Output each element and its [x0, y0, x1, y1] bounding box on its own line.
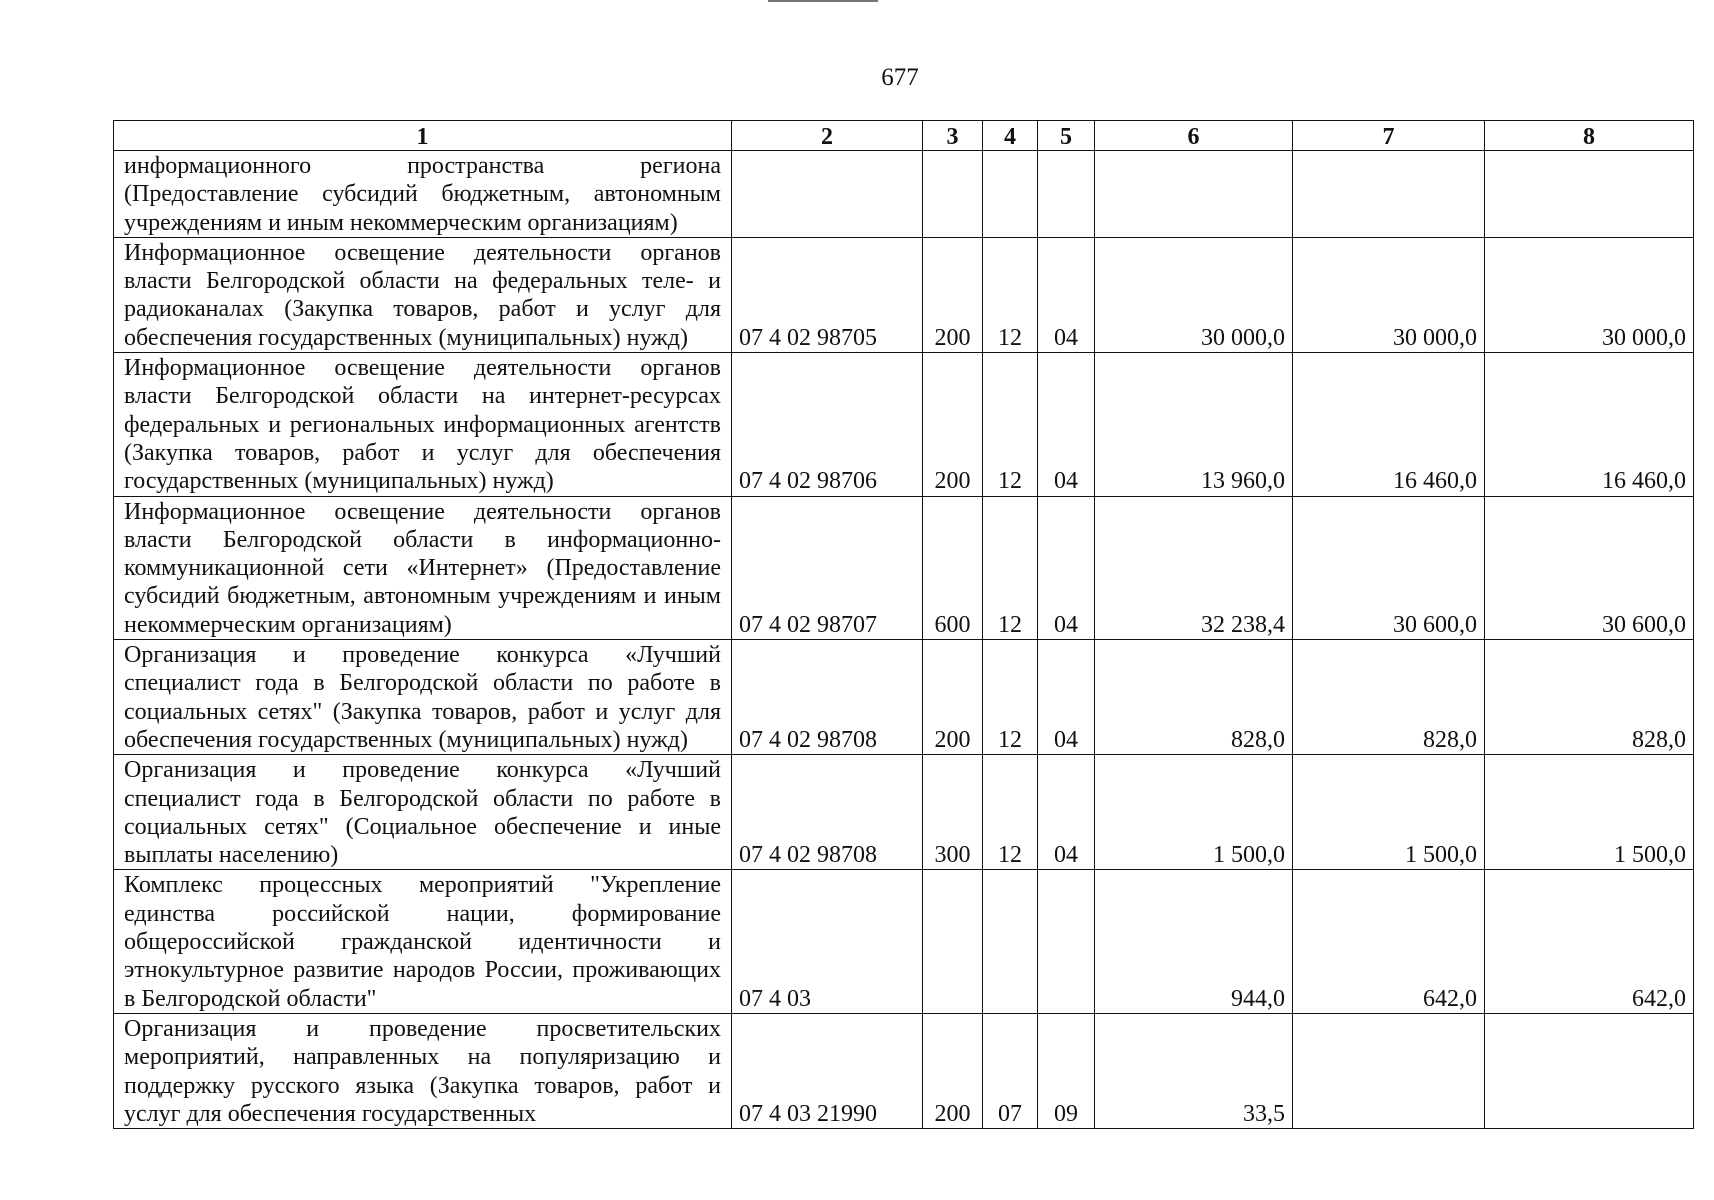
row-code: 07 4 02 98708 — [732, 755, 923, 870]
row-col8: 30 600,0 — [1485, 496, 1694, 639]
row-description: Организация и проведение конкурса «Лучший специалист года в Белгородской области по работе в социальных сетях" (Социальное обеспечение и иные выплаты населению) — [114, 755, 732, 870]
row-description: информационного пространства региона (Предоставление субсидий бюджетным, автономным учреждениям и иным некоммерческим организациям) — [114, 151, 732, 238]
row-col5: 04 — [1038, 237, 1095, 352]
row-code: 07 4 03 21990 — [732, 1013, 923, 1128]
row-col7: 642,0 — [1293, 870, 1485, 1013]
row-col4: 07 — [983, 1013, 1038, 1128]
row-col5 — [1038, 870, 1095, 1013]
top-rule — [768, 0, 878, 2]
table-row — [114, 237, 1694, 352]
row-description: Организация и проведение просветительских мероприятий, направленных на популяризацию и поддержку русского языка (Закупка товаров, работ и услуг для обеспечения государственных — [114, 1013, 732, 1128]
row-col7: 30 600,0 — [1293, 496, 1485, 639]
row-description: Организация и проведение конкурса «Лучший специалист года в Белгородской области по работе в социальных сетях" (Закупка товаров, работ и услуг для обеспечения государственных (муниципальных) нужд) — [114, 640, 732, 755]
row-col4: 12 — [983, 755, 1038, 870]
row-col3 — [923, 870, 983, 1013]
header-cell-7: 7 — [1293, 121, 1485, 151]
row-code: 07 4 03 — [732, 870, 923, 1013]
row-col7: 828,0 — [1293, 640, 1485, 755]
row-col3: 200 — [923, 237, 983, 352]
row-col8: 16 460,0 — [1485, 353, 1694, 496]
row-col4 — [983, 151, 1038, 238]
header-cell-2: 2 — [732, 121, 923, 151]
row-col4: 12 — [983, 640, 1038, 755]
row-col6: 33,5 — [1095, 1013, 1293, 1128]
row-col8: 30 000,0 — [1485, 237, 1694, 352]
row-code — [732, 151, 923, 238]
row-col7: 30 000,0 — [1293, 237, 1485, 352]
row-col8: 828,0 — [1485, 640, 1694, 755]
budget-table — [113, 120, 1694, 1129]
row-col5: 04 — [1038, 755, 1095, 870]
row-col5: 04 — [1038, 640, 1095, 755]
row-col3: 200 — [923, 353, 983, 496]
header-cell-6: 6 — [1095, 121, 1293, 151]
row-col6: 32 238,4 — [1095, 496, 1293, 639]
table-row — [114, 870, 1694, 1013]
row-col7 — [1293, 151, 1485, 238]
row-col6: 30 000,0 — [1095, 237, 1293, 352]
row-description: Информационное освещение деятельности органов власти Белгородской области на федеральных теле- и радиоканалах (Закупка товаров, работ и услуг для обеспечения государственных (муниципальных) нужд) — [114, 237, 732, 352]
header-row — [114, 121, 1694, 151]
row-col8 — [1485, 151, 1694, 238]
table-row — [114, 353, 1694, 496]
header-cell-5: 5 — [1038, 121, 1095, 151]
row-code: 07 4 02 98706 — [732, 353, 923, 496]
row-code: 07 4 02 98707 — [732, 496, 923, 639]
row-col8 — [1485, 1013, 1694, 1128]
row-col7: 16 460,0 — [1293, 353, 1485, 496]
row-code: 07 4 02 98708 — [732, 640, 923, 755]
page-number: 677 — [881, 64, 919, 91]
row-col8: 642,0 — [1485, 870, 1694, 1013]
row-col4: 12 — [983, 496, 1038, 639]
row-description: Информационное освещение деятельности органов власти Белгородской области в информационно-коммуникационной сети «Интернет» (Предоставление субсидий бюджетным, автономным учреждениям и иным некоммерческим организациям) — [114, 496, 732, 639]
row-col6: 944,0 — [1095, 870, 1293, 1013]
table-row — [114, 151, 1694, 238]
row-col4 — [983, 870, 1038, 1013]
row-col3: 200 — [923, 640, 983, 755]
row-description: Информационное освещение деятельности органов власти Белгородской области на интернет-ресурсах федеральных и региональных информационных агентств (Закупка товаров, работ и услуг для обеспечения государственных (муниципальных) нужд) — [114, 353, 732, 496]
row-col5: 09 — [1038, 1013, 1095, 1128]
row-col3: 300 — [923, 755, 983, 870]
row-col6: 828,0 — [1095, 640, 1293, 755]
header-cell-4: 4 — [983, 121, 1038, 151]
row-col4: 12 — [983, 353, 1038, 496]
row-col8: 1 500,0 — [1485, 755, 1694, 870]
table-row — [114, 496, 1694, 639]
header-cell-3: 3 — [923, 121, 983, 151]
row-description: Комплекс процессных мероприятий "Укрепление единства российской нации, формирование общероссийской гражданской идентичности и этнокультурное развитие народов России, проживающих в Белгородской области" — [114, 870, 732, 1013]
row-col6 — [1095, 151, 1293, 238]
row-col3 — [923, 151, 983, 238]
header-cell-8: 8 — [1485, 121, 1694, 151]
row-col3: 200 — [923, 1013, 983, 1128]
row-col7 — [1293, 1013, 1485, 1128]
table-row — [114, 1013, 1694, 1128]
header-cell-1: 1 — [114, 121, 732, 151]
table-row — [114, 640, 1694, 755]
row-col5 — [1038, 151, 1095, 238]
row-code: 07 4 02 98705 — [732, 237, 923, 352]
row-col6: 13 960,0 — [1095, 353, 1293, 496]
row-col3: 600 — [923, 496, 983, 639]
row-col6: 1 500,0 — [1095, 755, 1293, 870]
row-col5: 04 — [1038, 496, 1095, 639]
row-col5: 04 — [1038, 353, 1095, 496]
table-row — [114, 755, 1694, 870]
row-col7: 1 500,0 — [1293, 755, 1485, 870]
row-col4: 12 — [983, 237, 1038, 352]
